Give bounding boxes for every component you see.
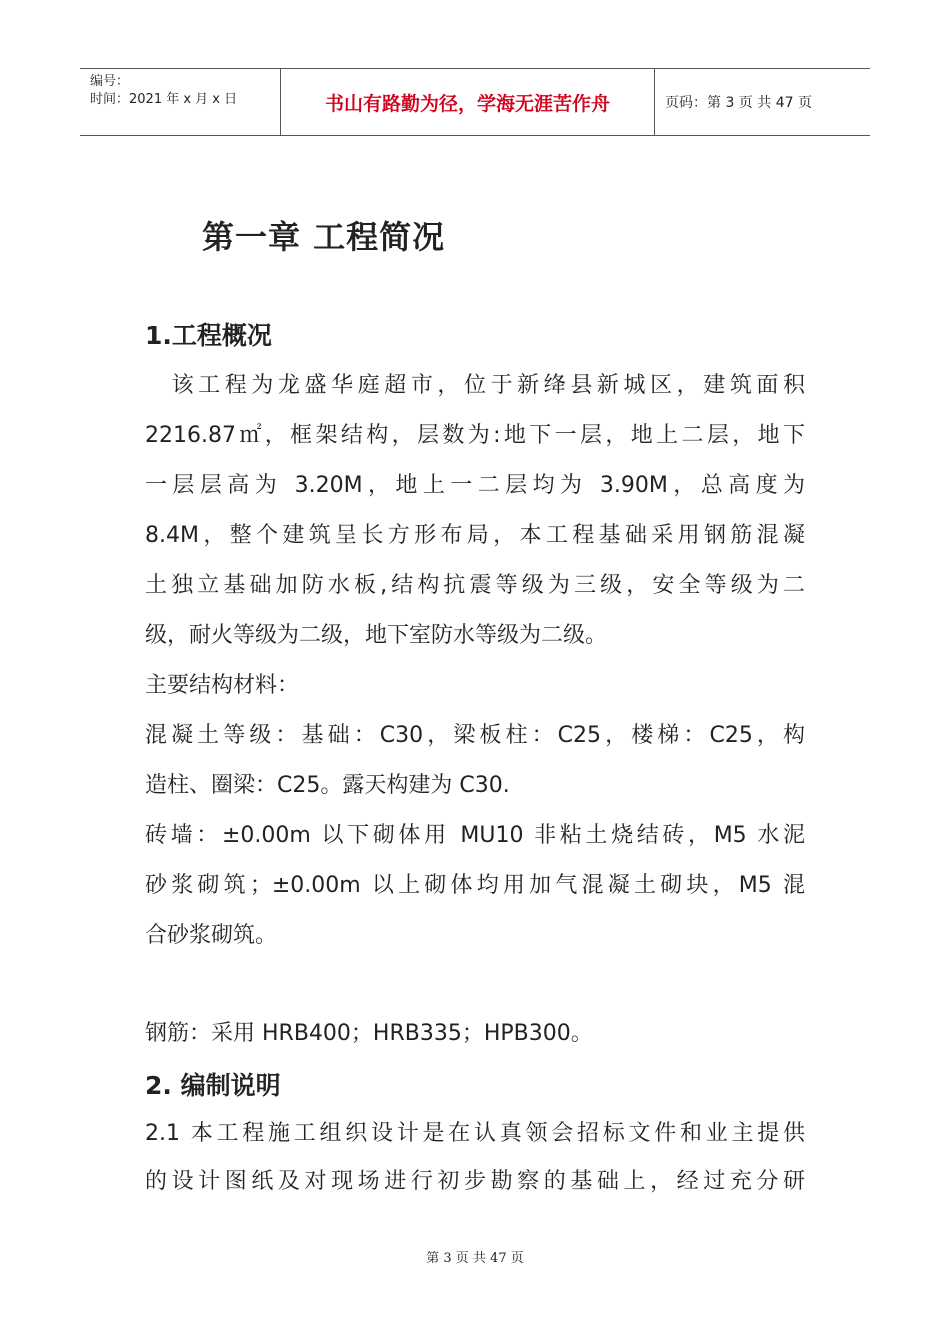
body-line: 的设计图纸及对现场进行初步勘察的基础上，经过充分研 (145, 1169, 805, 1194)
page-header (80, 68, 870, 136)
header-meta (80, 69, 281, 135)
body-line: 级，耐火等级为二级，地下室防水等级为二级。 (145, 623, 608, 648)
body-line: 混凝土等级：基础：C30，梁板柱：C25，楼梯：C25，构 (145, 723, 805, 748)
body-line: 砖墙：±0.00m 以下砌体用 MU10 非粘土烧结砖，M5 水泥 (145, 823, 805, 848)
header-page-info: 页码：第 3 页 共 47 页 (665, 95, 812, 111)
body-line: 2.1 本工程施工组织设计是在认真领会招标文件和业主提供 (145, 1121, 805, 1146)
chapter-title: 第一章 工程简况 (202, 218, 446, 256)
body-line: 主要结构材料： (145, 673, 300, 698)
body-line: 砂浆砌筑；±0.00m 以上砌体均用加气混凝土砌块，M5 混 (145, 873, 805, 898)
body-line: 2216.87㎡，框架结构，层数为:地下一层，地上二层，地下 (145, 423, 805, 448)
body-line: 8.4M，整个建筑呈长方形布局，本工程基础采用钢筋混凝 (145, 523, 805, 548)
page-footer: 第 3 页 共 47 页 (426, 1251, 524, 1266)
header-motto: 书山有路勤为径，学海无涯苦作舟 (281, 69, 655, 135)
body-line: 造柱、圈梁：C25。露天构建为 C30. (145, 773, 510, 798)
body-line: 土独立基础加防水板,结构抗震等级为三级，安全等级为二 (145, 573, 805, 598)
body-line: 一层层高为 3.20M，地上一二层均为 3.90M，总高度为 (145, 473, 805, 498)
section-1-title: 1.工程概况 (145, 321, 272, 350)
body-line: 合砂浆砌筑。 (145, 923, 278, 948)
section-2-title: 2. 编制说明 (145, 1071, 281, 1100)
body-line: 钢筋：采用 HRB400；HRB335；HPB300。 (145, 1021, 593, 1046)
time-label: 时间：2021 年 x 月 x 日 (90, 92, 238, 107)
body-line: 该工程为龙盛华庭超市，位于新绛县新城区，建筑面积 (145, 373, 805, 398)
number-label: 编号： (90, 74, 130, 89)
